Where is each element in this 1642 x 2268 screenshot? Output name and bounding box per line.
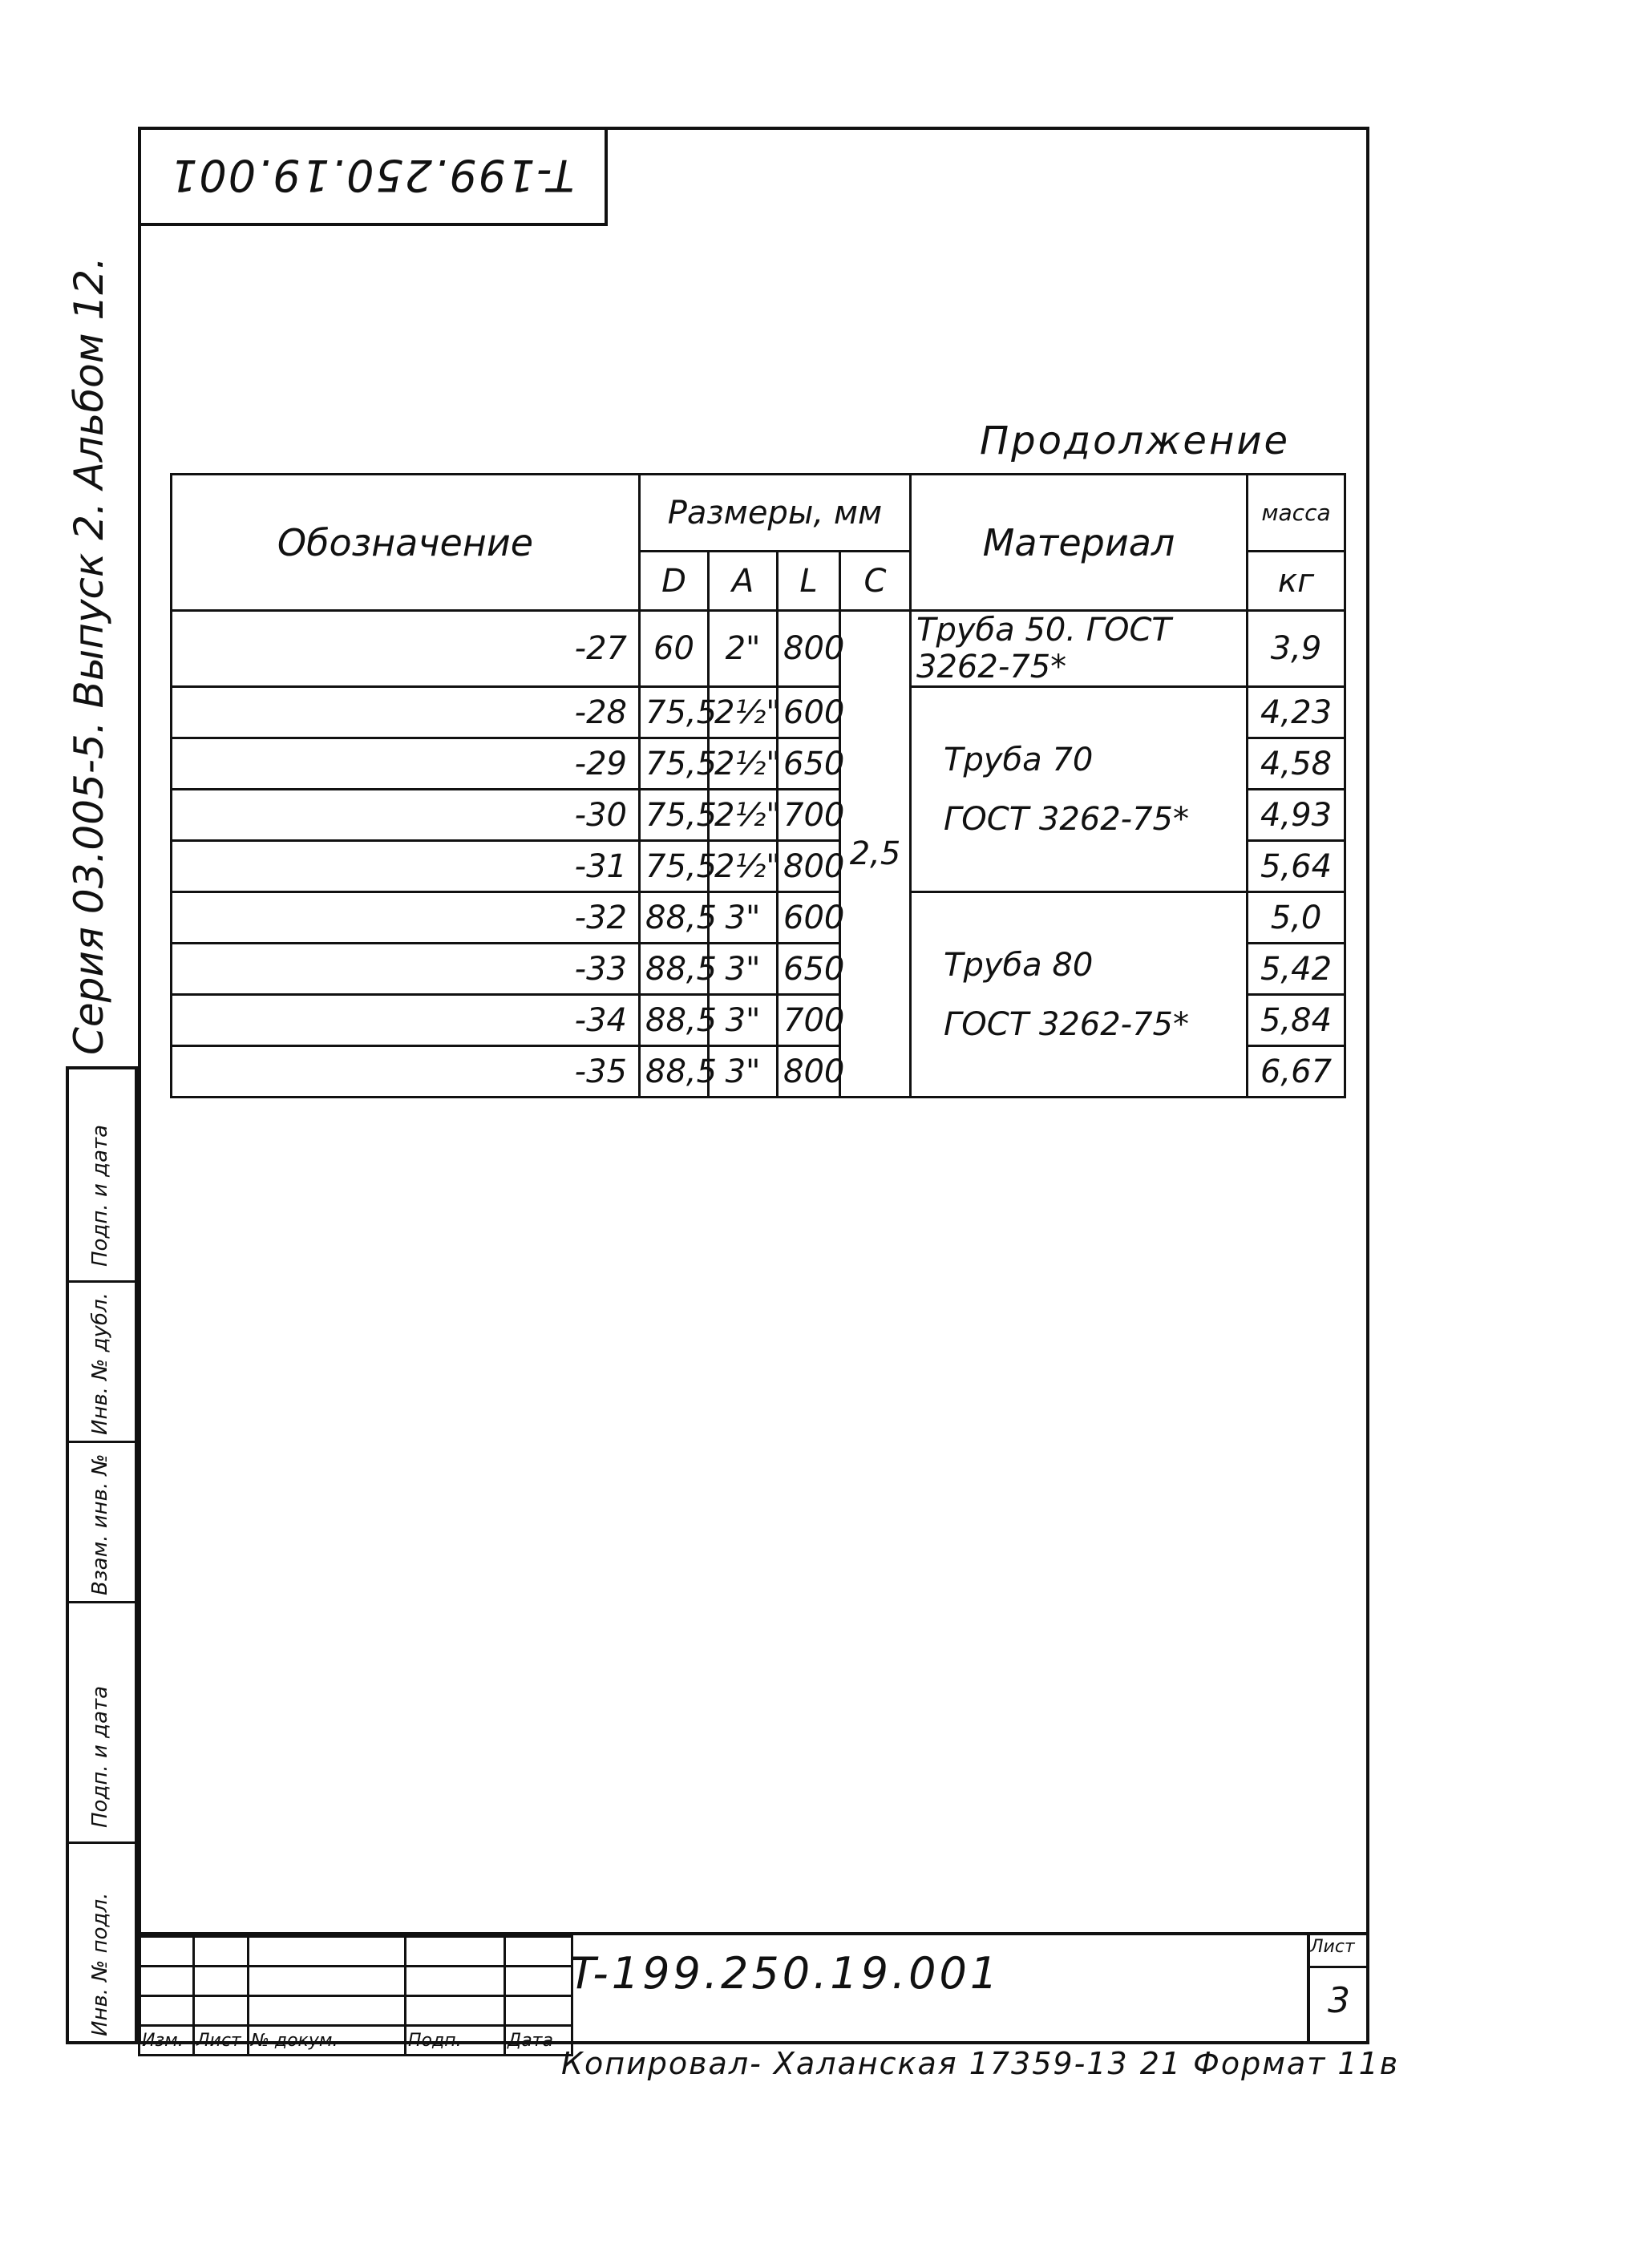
table-row [172,892,1345,944]
sheet-number: 3 [1328,1980,1350,2021]
cell-designation: -30 [172,790,640,841]
strip-cell-2 [66,1283,138,1443]
strip-cell-1 [66,1066,138,1283]
cell-A: 2½" [709,790,778,841]
side-label-dup-inv: Инв. № дубл. [88,1292,112,1435]
spec-table [170,473,1346,1098]
continuation-label: Продолжение [980,418,1291,463]
cell-C: 2,5 [840,611,911,1098]
header-dimensions: Размеры, мм [640,475,911,552]
tb-col-change: Изм. [140,2026,194,2056]
side-label-orig-inv: Инв. № подл. [88,1892,112,2036]
cell-L: 700 [778,790,840,841]
top-stamp [138,127,608,226]
cell-mass: 5,84 [1248,995,1345,1046]
header-material: Материал [911,475,1248,611]
cell-L: 800 [778,841,840,892]
header-designation: Обозначение [172,475,640,611]
top-stamp-text: T-199.250.19.001 [168,149,575,200]
cell-D: 75,5 [640,738,709,790]
material-3-line1: Труба 80 [944,946,1094,984]
cell-D: 75,5 [640,687,709,738]
cell-L: 600 [778,892,840,944]
cell-mass: 4,23 [1248,687,1345,738]
cell-L: 600 [778,687,840,738]
cell-mass: 4,93 [1248,790,1345,841]
material-2-line2: ГОСТ 3262-75* [944,800,1189,838]
revision-grid [138,1935,573,2056]
cell-material-3 [911,892,1248,1098]
cell-A: 3" [709,944,778,995]
cell-L: 800 [778,611,840,687]
cell-D: 75,5 [640,841,709,892]
header-mass-unit: кг [1248,552,1345,611]
cell-D: 75,5 [640,790,709,841]
cell-designation: -28 [172,687,640,738]
cell-mass: 3,9 [1248,611,1345,687]
cell-D: 60 [640,611,709,687]
side-label-replace-inv: Взам. инв. № [88,1453,112,1595]
cell-A: 3" [709,892,778,944]
header-D: D [640,552,709,611]
cell-mass: 4,58 [1248,738,1345,790]
material-3-line2: ГОСТ 3262-75* [944,1005,1189,1043]
title-block-doc-number: T-199.250.19.001 [569,1948,1001,1999]
tb-col-date: Дата [505,2026,572,2056]
side-label-sign-date-1: Подп. и дата [88,1685,112,1828]
cell-mass: 5,42 [1248,944,1345,995]
cell-designation: -33 [172,944,640,995]
cell-D: 88,5 [640,1046,709,1098]
series-label: Серия 03.005-5. Выпуск 2. Альбом 12. [66,257,112,1055]
header-A: A [709,552,778,611]
cell-mass: 5,64 [1248,841,1345,892]
header-mass: масса [1248,475,1345,552]
table-row [172,687,1345,738]
cell-A: 3" [709,1046,778,1098]
cell-D: 88,5 [640,995,709,1046]
table-row [172,611,1345,687]
footer-copy-note: Копировал- Халанская 17359-13 21 Формат 11в [561,2046,1400,2081]
cell-L: 700 [778,995,840,1046]
strip-cell-5 [66,1844,138,2044]
cell-designation: -34 [172,995,640,1046]
tb-col-sign: Подп. [406,2026,505,2056]
material-2-line1: Труба 70 [944,741,1094,778]
cell-designation: -27 [172,611,640,687]
cell-L: 650 [778,944,840,995]
cell-A: 2½" [709,738,778,790]
cell-mass: 5,0 [1248,892,1345,944]
sheet-divider [1307,1966,1369,1968]
cell-L: 650 [778,738,840,790]
cell-designation: -29 [172,738,640,790]
cell-A: 2" [709,611,778,687]
cell-A: 3" [709,995,778,1046]
sheet-label: Лист [1310,1937,1355,1957]
tb-col-sheet: Лист [194,2026,249,2056]
cell-A: 2½" [709,687,778,738]
cell-designation: -35 [172,1046,640,1098]
header-C: C [840,552,911,611]
cell-A: 2½" [709,841,778,892]
cell-designation: -31 [172,841,640,892]
strip-cell-3 [66,1443,138,1603]
cell-L: 800 [778,1046,840,1098]
tb-col-doc: № докум. [249,2026,406,2056]
header-L: L [778,552,840,611]
strip-cell-4 [66,1603,138,1844]
cell-designation: -32 [172,892,640,944]
cell-material-1: Труба 50. ГОСТ 3262-75* [911,611,1248,687]
side-label-sign-date-2: Подп. и дата [88,1124,112,1267]
cell-mass: 6,67 [1248,1046,1345,1098]
cell-material-2 [911,687,1248,892]
cell-D: 88,5 [640,892,709,944]
cell-D: 88,5 [640,944,709,995]
